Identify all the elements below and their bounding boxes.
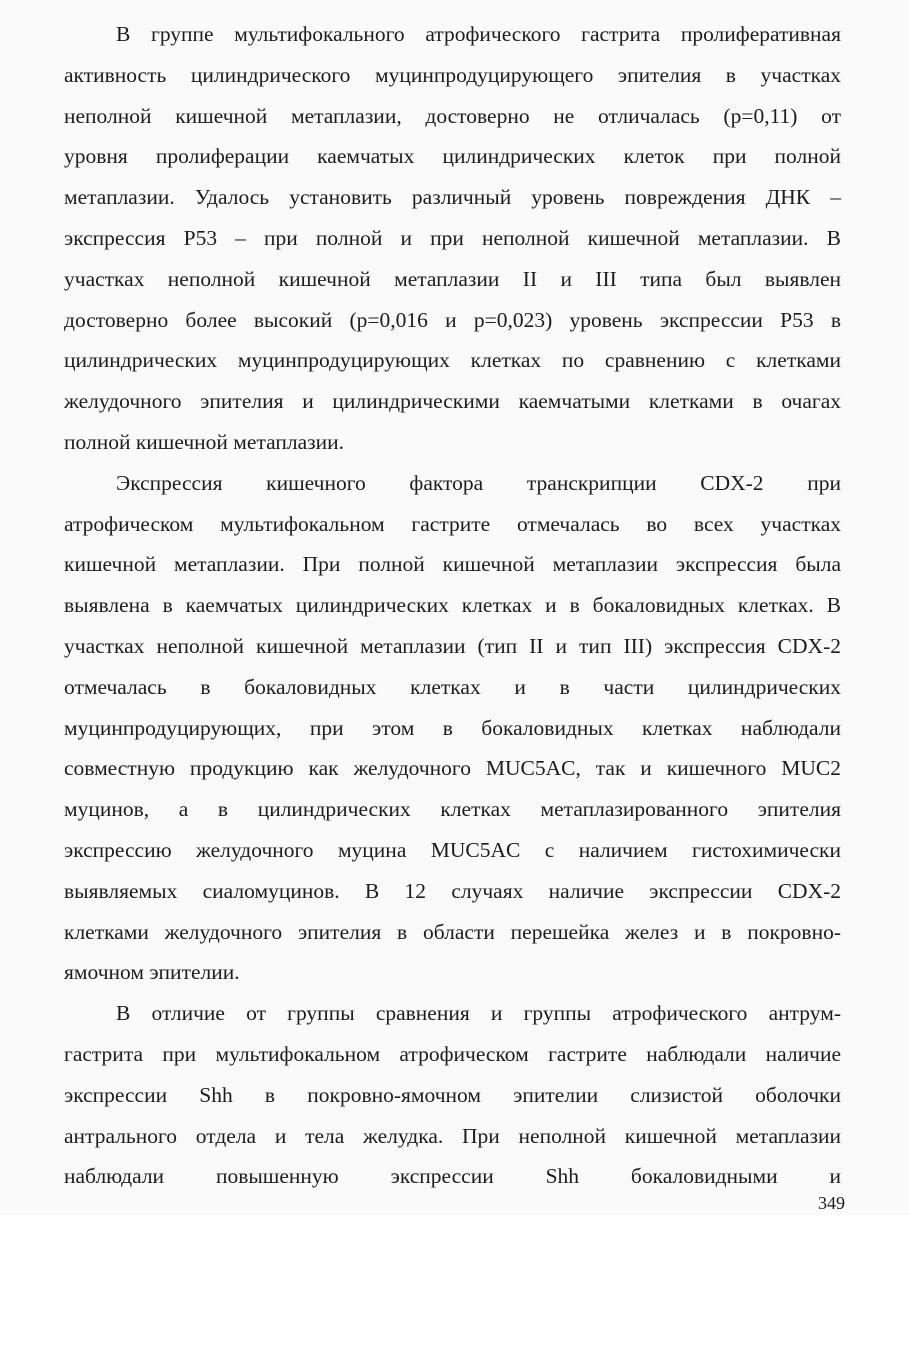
text-line: атрофическом мультифокальном гастрите отмечалась во всех участках	[64, 511, 841, 536]
text-line: кишечной метаплазии. При полной кишечной метаплазии экспрессия была	[64, 552, 841, 577]
paragraph-proliferation	[64, 14, 841, 463]
text-line: выявлена в каемчатых цилиндрических клетках и в бокаловидных клетках. В	[64, 593, 841, 618]
text-line: наблюдали повышенную экспрессии Shh бокаловидными и	[64, 1164, 841, 1189]
text-line: экспрессия Р53 – при полной и при неполной кишечной метаплазии. В	[64, 225, 841, 250]
text-line: экспрессию желудочного муцина MUC5AC с наличием гистохимически	[64, 837, 841, 862]
text-line: участках неполной кишечной метаплазии (тип II и тип III) экспрессия CDX-2	[64, 633, 841, 658]
text-line: совместную продукцию как желудочного MUC5AC, так и кишечного MUC2	[64, 756, 841, 781]
text-line: полной кишечной метаплазии.	[64, 429, 345, 454]
text-line: уровня пролиферации каемчатых цилиндрических клеток при полной	[64, 144, 841, 169]
text-line: цилиндрических муцинпродуцирующих клетках по сравнению с клетками	[64, 348, 841, 373]
document-page	[64, 14, 841, 1197]
text-line: В отличие от группы сравнения и группы атрофического антрум-	[116, 1001, 841, 1026]
text-line: муцинов, а в цилиндрических клетках метаплазированного эпителия	[64, 797, 841, 822]
text-line: антрального отдела и тела желудка. При неполной кишечной метаплазии	[64, 1123, 841, 1148]
text-line: участках неполной кишечной метаплазии II и III типа был выявлен	[64, 266, 841, 291]
text-line: клетками желудочного эпителия в области перешейка желез и в покровно-	[64, 919, 841, 944]
page-number: 349	[818, 1193, 845, 1213]
text-line: гастрита при мультифокальном атрофическом гастрите наблюдали наличие	[64, 1041, 841, 1066]
text-line: Экспрессия кишечного фактора транскрипции CDX-2 при	[116, 470, 841, 495]
text-line: активность цилиндрического муцинпродуцирующего эпителия в участках	[64, 62, 841, 87]
paragraph-cdx2-expression	[64, 463, 841, 993]
text-line: достоверно более высокий (р=0,016 и р=0,023) уровень экспрессии Р53 в	[64, 307, 841, 332]
paragraph-shh-expression	[64, 993, 841, 1197]
text-line: В группе мультифокального атрофического гастрита пролиферативная	[116, 22, 841, 46]
text-line: экспрессии Shh в покровно-ямочном эпителии слизистой оболочки	[64, 1082, 841, 1107]
text-line: желудочного эпителия и цилиндрическими каемчатыми клетками в очагах	[64, 389, 841, 414]
text-line: выявляемых сиаломуцинов. В 12 случаях наличие экспрессии CDX-2	[64, 878, 841, 903]
text-line: неполной кишечной метаплазии, достоверно не отличалась (р=0,11) от	[64, 103, 841, 128]
text-line: отмечалась в бокаловидных клетках и в части цилиндрических	[64, 674, 841, 699]
text-line: ямочном эпителии.	[64, 960, 240, 985]
text-line: метаплазии. Удалось установить различный уровень повреждения ДНК –	[64, 185, 841, 210]
text-line: муцинпродуцирующих, при этом в бокаловидных клетках наблюдали	[64, 715, 841, 740]
